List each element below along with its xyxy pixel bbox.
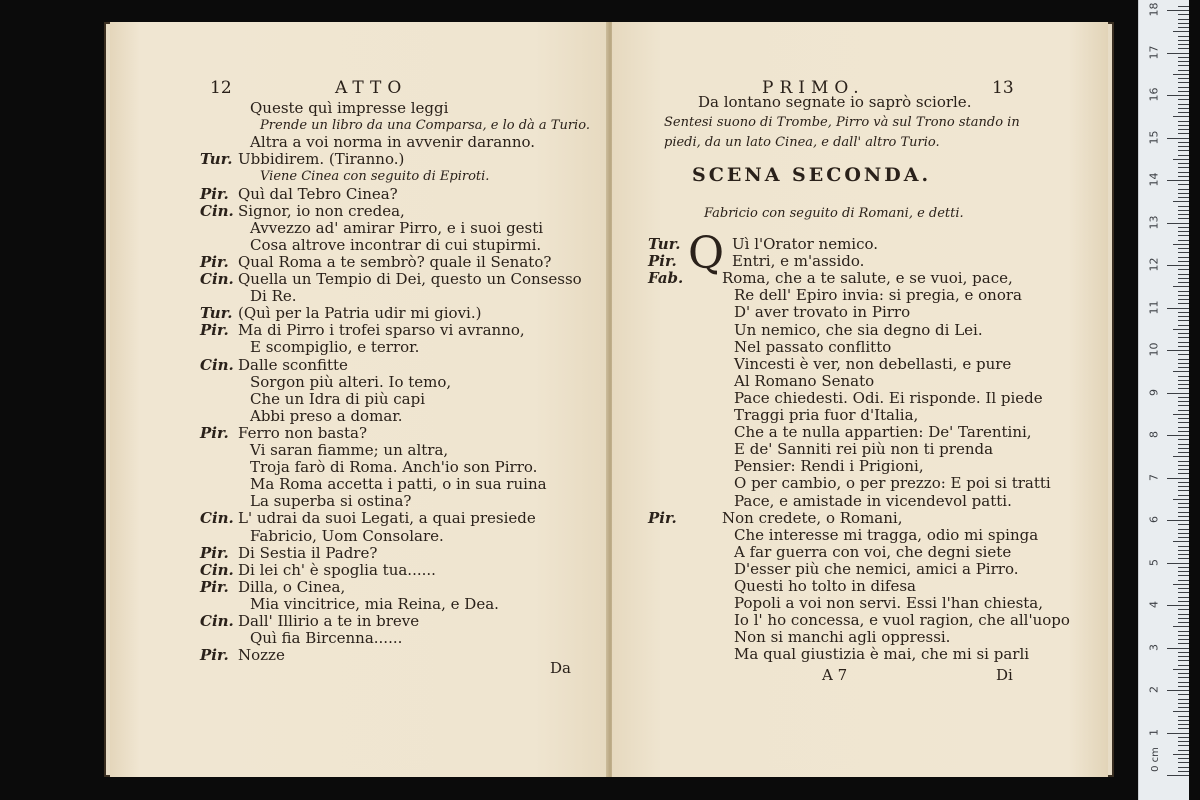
scene-title: SCENA SECONDA. xyxy=(692,164,932,186)
ruler-tick xyxy=(1178,380,1189,381)
ruler-tick xyxy=(1178,656,1189,657)
ruler-tick xyxy=(1178,762,1189,763)
ruler-tick xyxy=(1178,588,1189,589)
catchword-left: Da xyxy=(550,659,571,677)
ruler-tick xyxy=(1178,529,1189,530)
ruler-tick xyxy=(1173,711,1189,712)
ruler-tick xyxy=(1173,329,1189,330)
speaker-label: Cin. xyxy=(200,270,234,288)
ruler-tick xyxy=(1178,87,1189,88)
ruler-tick xyxy=(1178,580,1189,581)
ruler-tick xyxy=(1178,767,1189,768)
speaker-label: Pir. xyxy=(200,646,229,665)
verse-line: Che un Idra di più capi xyxy=(250,389,426,408)
ruler-tick xyxy=(1178,737,1189,738)
ruler-tick xyxy=(1178,771,1189,772)
open-book xyxy=(104,22,1114,777)
ruler-tick xyxy=(1178,303,1189,304)
ruler-tick xyxy=(1178,567,1189,568)
ruler-tick xyxy=(1178,622,1189,623)
ruler-tick xyxy=(1178,461,1189,462)
ruler-tick xyxy=(1178,439,1189,440)
ruler-tick xyxy=(1173,669,1189,670)
ruler-tick xyxy=(1178,231,1189,232)
ruler-tick xyxy=(1178,601,1189,602)
ruler-tick xyxy=(1178,720,1189,721)
ruler-tick xyxy=(1167,350,1189,351)
ruler-number: 5 xyxy=(1147,558,1161,566)
ruler-tick xyxy=(1167,53,1189,54)
verse-line: D' aver trovato in Pirro xyxy=(734,303,911,322)
ruler-tick xyxy=(1178,227,1189,228)
verse-line: Traggi pria fuor d'Italia, xyxy=(734,406,919,424)
ruler-tick xyxy=(1167,180,1189,181)
ruler-tick xyxy=(1173,31,1189,32)
verse-line: Quì dal Tebro Cinea? xyxy=(238,184,398,203)
ruler-tick xyxy=(1178,23,1189,24)
speaker-label: Tur. xyxy=(648,235,681,253)
verse-line: Che interesse mi tragga, odio mi spinga xyxy=(734,525,1039,544)
verse-line: Dalle sconfitte xyxy=(238,355,348,374)
ruler-tick xyxy=(1173,159,1189,160)
verse-line: Ferro non basta? xyxy=(238,423,367,442)
ruler-tick xyxy=(1178,257,1189,258)
verse-line: Queste quì impresse leggi xyxy=(250,99,449,117)
verse-line: Re dell' Epiro invia: si pregia, e onora xyxy=(734,286,1022,305)
ruler-tick xyxy=(1167,10,1189,11)
ruler-tick xyxy=(1178,133,1189,134)
ruler-tick xyxy=(1178,537,1189,538)
ruler-tick xyxy=(1173,74,1189,75)
ruler-tick xyxy=(1178,682,1189,683)
stage-direction: Viene Cinea con seguito di Epiroti. xyxy=(260,169,490,185)
verse-line: E de' Sanniti rei più non ti prenda xyxy=(734,440,994,459)
ruler-tick xyxy=(1178,465,1189,466)
ruler-tick xyxy=(1167,223,1189,224)
ruler-number: 7 xyxy=(1147,473,1161,481)
ruler-tick xyxy=(1178,316,1189,317)
catchword-right: Di xyxy=(996,666,1013,684)
ruler-tick xyxy=(1178,401,1189,402)
ruler-tick xyxy=(1178,129,1189,130)
ruler-tick xyxy=(1178,299,1189,300)
ruler-tick xyxy=(1178,19,1189,20)
verse-line: Pace chiedesti. Odi. Ei risponde. Il piede xyxy=(734,388,1043,407)
ruler-tick xyxy=(1178,363,1189,364)
verse-line: Vincesti è ver, non debellasti, e pure xyxy=(734,354,1012,373)
verse-line: Un nemico, che sia degno di Lei. xyxy=(734,320,983,339)
verse-line: Abbi preso a domar. xyxy=(250,406,403,425)
ruler-tick xyxy=(1167,775,1189,776)
ruler-tick xyxy=(1178,146,1189,147)
ruler-tick xyxy=(1178,405,1189,406)
ruler-tick xyxy=(1178,558,1189,559)
verse-line: Entri, e m'assido. xyxy=(732,252,865,271)
ruler-tick xyxy=(1178,261,1189,262)
speaker-label: Cin. xyxy=(200,201,234,220)
verse-line: Cosa altrove incontrar di cui stupirmi. xyxy=(250,235,542,254)
ruler-tick xyxy=(1178,176,1189,177)
ruler-tick xyxy=(1173,626,1189,627)
ruler-tick xyxy=(1178,388,1189,389)
ruler-tick xyxy=(1178,14,1189,15)
ruler-tick xyxy=(1178,197,1189,198)
ruler-tick xyxy=(1173,541,1189,542)
ruler-tick xyxy=(1178,716,1189,717)
speaker-label: Pir. xyxy=(648,252,677,271)
ruler-tick xyxy=(1167,733,1189,734)
scene-subtitle: Fabricio con seguito di Romani, e detti. xyxy=(704,206,964,221)
ruler-tick xyxy=(1178,707,1189,708)
verse-line: Uì l'Orator nemico. xyxy=(732,235,879,253)
speaker-label: Pir. xyxy=(200,252,229,271)
verse-line: Non si manchi agli oppressi. xyxy=(734,628,951,647)
ruler-tick xyxy=(1167,563,1189,564)
ruler-number: 3 xyxy=(1147,643,1161,651)
ruler-tick xyxy=(1178,575,1189,576)
verse-line: Mia vincitrice, mia Reina, e Dea. xyxy=(250,594,499,613)
ruler-tick xyxy=(1178,36,1189,37)
verse-line: Ma Roma accetta i patti, o in sua ruina xyxy=(250,475,547,494)
ruler-tick xyxy=(1178,422,1189,423)
ruler-tick xyxy=(1178,65,1189,66)
page-number-left: 12 xyxy=(210,78,232,98)
ruler-tick xyxy=(1178,359,1189,360)
ruler-number: 18 xyxy=(1147,2,1161,17)
ruler-tick xyxy=(1178,660,1189,661)
ruler-tick xyxy=(1178,469,1189,470)
drop-cap: Q xyxy=(688,228,725,279)
signature-mark: A 7 xyxy=(822,666,848,684)
ruler-tick xyxy=(1178,410,1189,411)
ruler-tick xyxy=(1178,376,1189,377)
ruler-tick xyxy=(1178,592,1189,593)
ruler-tick xyxy=(1178,490,1189,491)
speaker-label: Cin. xyxy=(200,509,234,528)
ruler-tick xyxy=(1178,367,1189,368)
ruler-tick xyxy=(1178,125,1189,126)
ruler-tick xyxy=(1178,184,1189,185)
ruler-number: 1 xyxy=(1147,728,1161,736)
speaker-label: Pir. xyxy=(200,321,229,340)
ruler-number: 14 xyxy=(1147,172,1161,187)
verse-line: Qual Roma a te sembrò? quale il Senato? xyxy=(238,252,552,271)
ruler-tick xyxy=(1178,214,1189,215)
ruler-tick xyxy=(1178,452,1189,453)
ruler-tick xyxy=(1178,397,1189,398)
ruler-tick xyxy=(1178,274,1189,275)
speaker-label: Cin. xyxy=(200,612,234,630)
ruler-tick xyxy=(1178,333,1189,334)
ruler-tick xyxy=(1178,167,1189,168)
ruler-tick xyxy=(1178,750,1189,751)
ruler-tick xyxy=(1178,431,1189,432)
ruler-tick xyxy=(1178,337,1189,338)
ruler-tick xyxy=(1178,278,1189,279)
verse-line: Vi saran fiamme; un altra, xyxy=(250,441,449,459)
ruler-tick xyxy=(1178,172,1189,173)
ruler-tick xyxy=(1173,754,1189,755)
ruler-tick xyxy=(1178,427,1189,428)
ruler-tick xyxy=(1178,57,1189,58)
ruler-tick xyxy=(1178,346,1189,347)
ruler-tick xyxy=(1178,78,1189,79)
ruler-tick xyxy=(1173,116,1189,117)
ruler-tick xyxy=(1178,533,1189,534)
ruler-tick xyxy=(1178,703,1189,704)
ruler-tick xyxy=(1178,99,1189,100)
verse-line: Signor, io non credea, xyxy=(238,201,405,220)
ruler-tick xyxy=(1167,520,1189,521)
ruler-tick xyxy=(1178,91,1189,92)
ruler-tick xyxy=(1178,312,1189,313)
ruler-tick xyxy=(1178,218,1189,219)
ruler-number: 6 xyxy=(1147,516,1161,523)
ruler-tick xyxy=(1178,673,1189,674)
verse-line: A far guerra con voi, che degni siete xyxy=(734,542,1012,561)
verse-line: Questi ho tolto in difesa xyxy=(734,577,916,595)
speaker-label: Cin. xyxy=(200,560,234,579)
running-head-right: PRIMO. xyxy=(762,78,865,98)
ruler-tick xyxy=(1178,248,1189,249)
ruler-tick xyxy=(1178,44,1189,45)
ruler-number: 10 xyxy=(1147,342,1161,357)
ruler-tick xyxy=(1178,643,1189,644)
ruler-tick xyxy=(1167,648,1189,649)
ruler-tick xyxy=(1178,741,1189,742)
ruler-tick xyxy=(1178,155,1189,156)
ruler-tick xyxy=(1178,516,1189,517)
ruler-tick xyxy=(1178,635,1189,636)
ruler-number: 9 xyxy=(1147,388,1161,396)
ruler-tick xyxy=(1178,758,1189,759)
ruler-tick xyxy=(1178,150,1189,151)
ruler-tick xyxy=(1178,6,1189,7)
page-number-right: 13 xyxy=(992,78,1014,98)
verse-line: E scompiglio, e terror. xyxy=(250,338,420,357)
ruler-tick xyxy=(1178,546,1189,547)
verse-line: O per cambio, o per prezzo: E poi si tratti xyxy=(734,474,1051,493)
ruler-tick xyxy=(1178,495,1189,496)
ruler-tick xyxy=(1167,435,1189,436)
ruler-tick xyxy=(1178,27,1189,28)
ruler-tick xyxy=(1178,291,1189,292)
ruler-tick xyxy=(1167,605,1189,606)
ruler-tick xyxy=(1173,286,1189,287)
ruler-tick xyxy=(1178,631,1189,632)
verse-line: Ma di Pirro i trofei sparso vi avranno, xyxy=(238,321,525,340)
measurement-ruler xyxy=(1138,0,1189,800)
ruler-tick xyxy=(1178,550,1189,551)
verse-line: Quella un Tempio di Dei, questo un Consesso xyxy=(238,270,582,288)
stage-direction: Prende un libro da una Comparsa, e lo dà a Turio. xyxy=(260,118,590,134)
ruler-tick xyxy=(1178,70,1189,71)
running-head-left: ATTO xyxy=(335,78,408,98)
ruler-tick xyxy=(1178,142,1189,143)
verse-line: Che a te nulla appartien: De' Tarentini, xyxy=(734,423,1032,442)
ruler-number: 17 xyxy=(1147,45,1161,59)
speaker-label: Fab. xyxy=(648,269,684,288)
ruler-number: 2 xyxy=(1147,686,1161,693)
ruler-number: 4 xyxy=(1147,601,1161,608)
verse-line: Dall' Illirio a te in breve xyxy=(238,612,420,630)
ruler-tick xyxy=(1178,325,1189,326)
verse-line: Popoli a voi non servi. Essi l'han chiesta, xyxy=(734,594,1044,613)
ruler-tick xyxy=(1178,193,1189,194)
speaker-label: Pir. xyxy=(648,508,677,527)
verse-line: Quì fia Bircenna...... xyxy=(250,629,403,648)
speaker-label: Tur. xyxy=(200,150,233,169)
ruler-tick xyxy=(1178,677,1189,678)
ruler-tick xyxy=(1178,728,1189,729)
verse-line: Nel passato conflitto xyxy=(734,337,892,356)
ruler-tick xyxy=(1178,295,1189,296)
ruler-tick xyxy=(1178,240,1189,241)
ruler-tick xyxy=(1178,320,1189,321)
ruler-number: 11 xyxy=(1147,300,1161,314)
ruler-unit-label: 0 cm xyxy=(1149,747,1161,772)
ruler-tick xyxy=(1178,48,1189,49)
ruler-tick xyxy=(1167,308,1189,309)
ruler-tick xyxy=(1167,95,1189,96)
ruler-tick xyxy=(1178,652,1189,653)
ruler-tick xyxy=(1178,418,1189,419)
ruler-tick xyxy=(1178,282,1189,283)
verse-line: Pensier: Rendi i Prigioni, xyxy=(734,457,924,476)
ruler-tick xyxy=(1178,104,1189,105)
ruler-tick xyxy=(1178,108,1189,109)
stage-direction: Sentesi suono di Trombe, Pirro và sul Trono stando in xyxy=(664,115,1020,130)
verse-line: D'esser più che nemici, amici a Pirro. xyxy=(734,559,1019,578)
verse-line: Ma qual giustizia è mai, che mi si parli xyxy=(734,645,1030,664)
ruler-tick xyxy=(1178,686,1189,687)
stage-direction: piedi, da un lato Cinea, e dall' altro Turio. xyxy=(664,135,940,150)
ruler-tick xyxy=(1173,584,1189,585)
ruler-tick xyxy=(1178,665,1189,666)
ruler-tick xyxy=(1178,448,1189,449)
verse-line: Troja farò di Roma. Anch'io son Pirro. xyxy=(250,458,538,477)
ruler-tick xyxy=(1167,690,1189,691)
ruler-tick xyxy=(1167,265,1189,266)
ruler-number: 15 xyxy=(1147,130,1161,144)
ruler-tick xyxy=(1178,745,1189,746)
ruler-tick xyxy=(1178,206,1189,207)
ruler-tick xyxy=(1178,252,1189,253)
verse-line: La superba si ostina? xyxy=(250,492,412,511)
verse-line: (Quì per la Patria udir mi giovi.) xyxy=(238,304,482,323)
verse-line: Io l' ho concessa, e vuol ragion, che all'uopo xyxy=(734,611,1070,630)
ruler-number: 16 xyxy=(1147,87,1161,102)
verse-line: Da lontano segnate io saprò sciorle. xyxy=(698,93,972,111)
ruler-tick xyxy=(1178,40,1189,41)
ruler-tick xyxy=(1178,597,1189,598)
ruler-tick xyxy=(1178,614,1189,615)
ruler-tick xyxy=(1167,478,1189,479)
verse-line: Sorgon più alteri. Io temo, xyxy=(250,372,452,391)
ruler-tick xyxy=(1178,571,1189,572)
ruler-tick xyxy=(1178,618,1189,619)
ruler-tick xyxy=(1178,189,1189,190)
verse-line: Altra a voi norma in avvenir daranno. xyxy=(250,133,536,152)
verse-line: Fabricio, Uom Consolare. xyxy=(250,526,444,545)
verse-line: Ubbidirem. (Tiranno.) xyxy=(238,150,405,169)
ruler-tick xyxy=(1178,699,1189,700)
ruler-tick xyxy=(1178,507,1189,508)
ruler-number: 12 xyxy=(1147,257,1161,272)
ruler-tick xyxy=(1178,554,1189,555)
ruler-tick xyxy=(1178,503,1189,504)
ruler-tick xyxy=(1173,244,1189,245)
ruler-tick xyxy=(1178,486,1189,487)
ruler-tick xyxy=(1178,512,1189,513)
verse-line: Dilla, o Cinea, xyxy=(238,577,346,596)
ruler-tick xyxy=(1178,724,1189,725)
ruler-tick xyxy=(1167,393,1189,394)
ruler-tick xyxy=(1173,371,1189,372)
ruler-tick xyxy=(1178,342,1189,343)
verse-line: Al Romano Senato xyxy=(734,371,875,390)
ruler-tick xyxy=(1178,384,1189,385)
ruler-tick xyxy=(1178,82,1189,83)
speaker-label: Pir. xyxy=(200,577,229,596)
ruler-tick xyxy=(1178,112,1189,113)
ruler-tick xyxy=(1167,138,1189,139)
ruler-tick xyxy=(1178,210,1189,211)
ruler-tick xyxy=(1178,473,1189,474)
ruler-tick xyxy=(1178,482,1189,483)
speaker-label: Pir. xyxy=(200,423,229,442)
speaker-label: Cin. xyxy=(200,355,234,374)
ruler-tick xyxy=(1178,694,1189,695)
speaker-label: Pir. xyxy=(200,543,229,562)
ruler-tick xyxy=(1178,163,1189,164)
ruler-tick xyxy=(1173,414,1189,415)
ruler-tick xyxy=(1178,609,1189,610)
ruler-tick xyxy=(1173,499,1189,500)
verse-line: Di lei ch' è spoglia tua...... xyxy=(238,560,436,579)
speaker-label: Pir. xyxy=(200,184,229,203)
verse-line: Roma, che a te salute, e se vuoi, pace, xyxy=(722,269,1013,288)
speaker-label: Tur. xyxy=(200,304,233,323)
ruler-tick xyxy=(1178,269,1189,270)
left-page xyxy=(110,22,610,777)
ruler-number: 13 xyxy=(1147,215,1161,229)
verse-line: Nozze xyxy=(238,646,285,665)
ruler-tick xyxy=(1173,201,1189,202)
ruler-number: 8 xyxy=(1147,431,1161,438)
verse-line: Di Re. xyxy=(250,287,297,306)
verse-line: Di Sestia il Padre? xyxy=(238,543,378,562)
verse-line: Pace, e amistade in vicendevol patti. xyxy=(734,491,1012,510)
ruler-tick xyxy=(1178,235,1189,236)
ruler-tick xyxy=(1178,444,1189,445)
ruler-tick xyxy=(1178,639,1189,640)
ruler-tick xyxy=(1178,354,1189,355)
verse-line: L' udrai da suoi Legati, a quai presiede xyxy=(238,509,536,528)
ruler-tick xyxy=(1178,61,1189,62)
ruler-tick xyxy=(1178,524,1189,525)
verse-line: Non credete, o Romani, xyxy=(722,508,903,527)
ruler-tick xyxy=(1178,121,1189,122)
ruler-tick xyxy=(1173,456,1189,457)
verse-line: Avvezzo ad' amirar Pirro, e i suoi gesti xyxy=(250,218,544,237)
right-page xyxy=(612,22,1108,777)
